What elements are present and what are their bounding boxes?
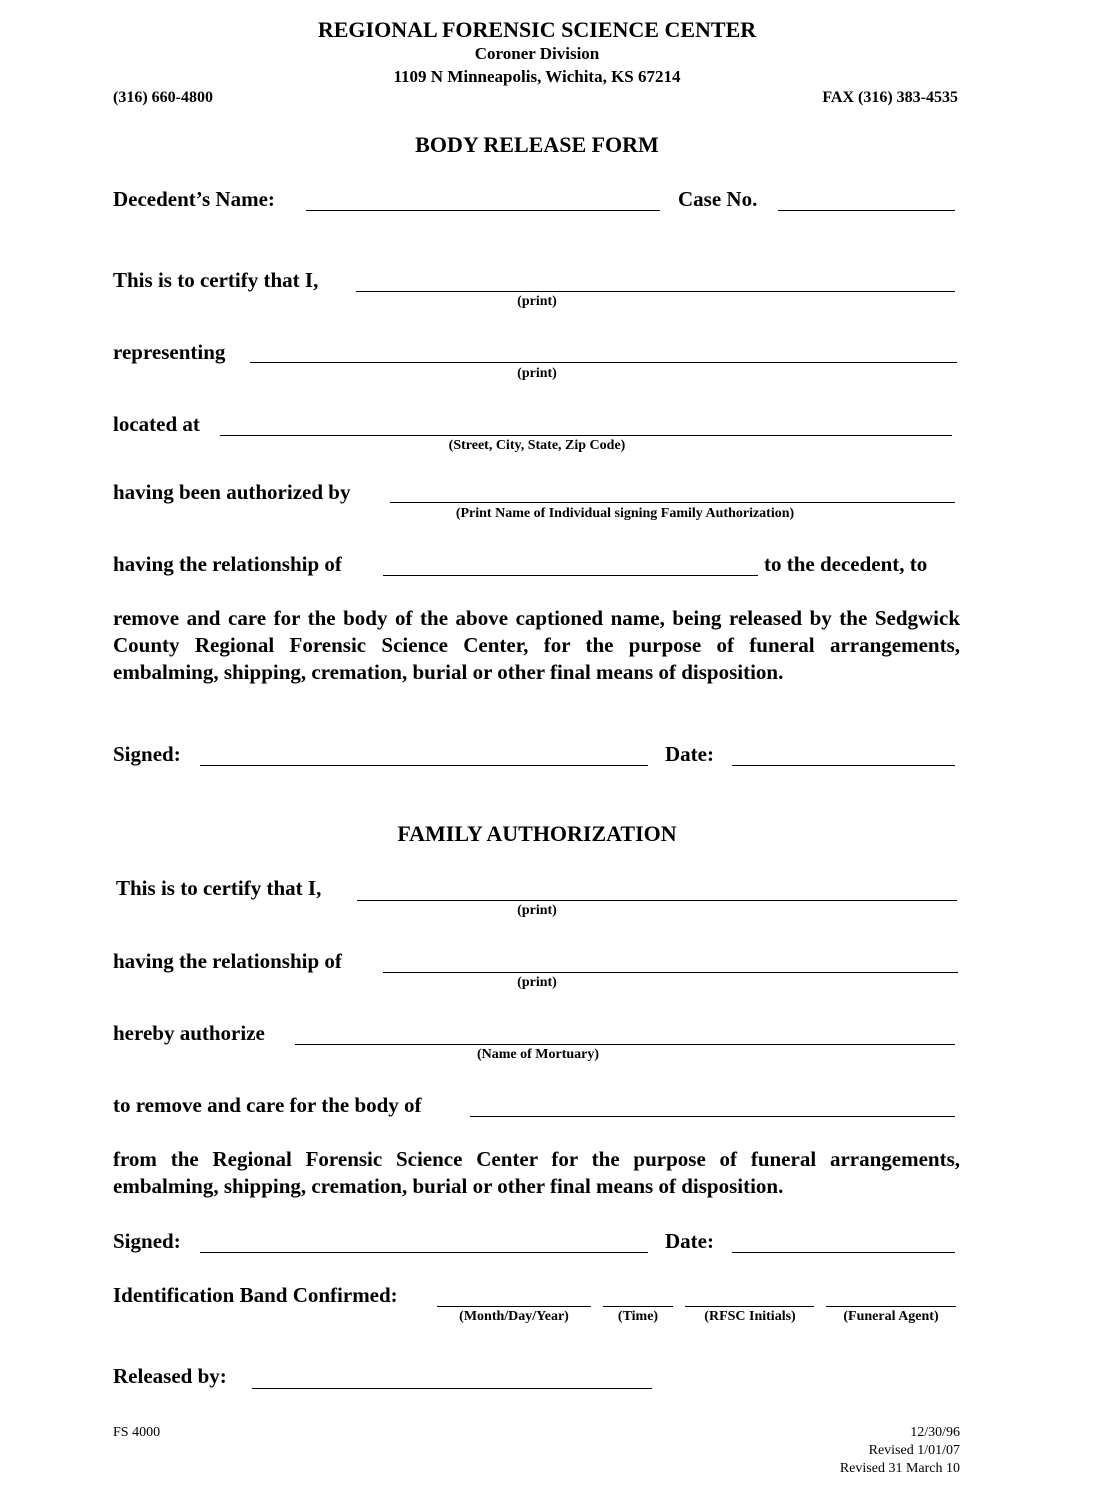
footer-revised: Revised 31 March 10: [839, 1461, 960, 1476]
signed-label: Signed:: [113, 742, 181, 766]
family-paragraph: from the Regional Forensic Science Center for the purpose of funeral arrangements, embalming, shipping, cremation, burial or other final means of disposition.: [113, 1147, 960, 1198]
family-date-field[interactable]: [732, 1252, 955, 1253]
org-name: REGIONAL FORENSIC SCIENCE CENTER: [317, 17, 757, 42]
id-initials-hint: (RFSC Initials): [704, 1309, 796, 1324]
family-signed-label: Signed:: [113, 1229, 181, 1253]
family-relationship-label: having the relationship of: [113, 949, 342, 973]
family-name-field[interactable]: [357, 900, 957, 901]
representing-field[interactable]: [250, 362, 957, 363]
mortuary-hint: (Name of Mortuary): [476, 1047, 600, 1062]
fax: FAX (316) 383-4535: [822, 89, 958, 106]
footer-date: 12/30/96: [910, 1425, 960, 1440]
form-number: FS 4000: [113, 1425, 161, 1440]
authorized-hint: (Print Name of Individual signing Family Authorization): [455, 506, 795, 521]
representing-label: representing: [113, 340, 226, 364]
remove-label: to remove and care for the body of: [113, 1093, 422, 1117]
print-hint: (print): [517, 366, 557, 381]
footer-revised: Revised 1/01/07: [868, 1443, 960, 1458]
certify-label: This is to certify that I,: [113, 268, 319, 292]
form-title: BODY RELEASE FORM: [415, 132, 659, 157]
case-number-field[interactable]: [778, 210, 955, 211]
decedent-label: Decedent’s Name:: [113, 187, 275, 211]
case-label: Case No.: [678, 187, 758, 211]
id-date-hint: (Month/Day/Year): [459, 1309, 569, 1324]
signature-field[interactable]: [200, 765, 648, 766]
print-hint: (print): [517, 903, 557, 918]
family-certify-label: This is to certify that I,: [116, 876, 322, 900]
division: Coroner Division: [474, 44, 600, 63]
authorized-by-field[interactable]: [390, 502, 955, 503]
address-hint: (Street, City, State, Zip Code): [448, 438, 626, 453]
id-rfsc-initials-field[interactable]: [685, 1306, 814, 1307]
address: 1109 N Minneapolis, Wichita, KS 67214: [393, 67, 681, 86]
family-date-label: Date:: [665, 1229, 714, 1253]
mortuary-field[interactable]: [295, 1044, 955, 1045]
date-label: Date:: [665, 742, 714, 766]
released-by-label: Released by:: [113, 1364, 227, 1388]
phone: (316) 660-4800: [113, 89, 213, 106]
authorized-label: having been authorized by: [113, 480, 351, 504]
authorize-label: hereby authorize: [113, 1021, 265, 1045]
date-field[interactable]: [732, 765, 955, 766]
id-time-field[interactable]: [603, 1306, 673, 1307]
release-paragraph: remove and care for the body of the above captioned name, being released by the Sedgwick County Regional Forensic Science Center, for the purpose of funeral arrangements, embalming, shipping, cremation, burial or other final means of disposition.: [113, 606, 960, 684]
body-of-field[interactable]: [470, 1116, 955, 1117]
print-hint: (print): [517, 975, 557, 990]
relationship-label: having the relationship of: [113, 552, 342, 576]
family-relationship-field[interactable]: [383, 972, 958, 973]
id-date-field[interactable]: [437, 1306, 591, 1307]
address-field[interactable]: [220, 435, 952, 436]
released-by-field[interactable]: [252, 1388, 652, 1389]
relationship-field[interactable]: [383, 575, 758, 576]
print-hint: (print): [517, 294, 557, 309]
id-time-hint: (Time): [617, 1309, 659, 1324]
id-agent-hint: (Funeral Agent): [843, 1309, 939, 1324]
id-funeral-agent-field[interactable]: [826, 1306, 956, 1307]
relationship-suffix: to the decedent, to: [764, 552, 928, 576]
family-signature-field[interactable]: [200, 1252, 648, 1253]
id-band-label: Identification Band Confirmed:: [113, 1283, 398, 1307]
decedent-name-field[interactable]: [306, 210, 660, 211]
located-label: located at: [113, 412, 200, 436]
certifier-name-field[interactable]: [356, 291, 955, 292]
family-authorization-title: FAMILY AUTHORIZATION: [397, 821, 677, 846]
